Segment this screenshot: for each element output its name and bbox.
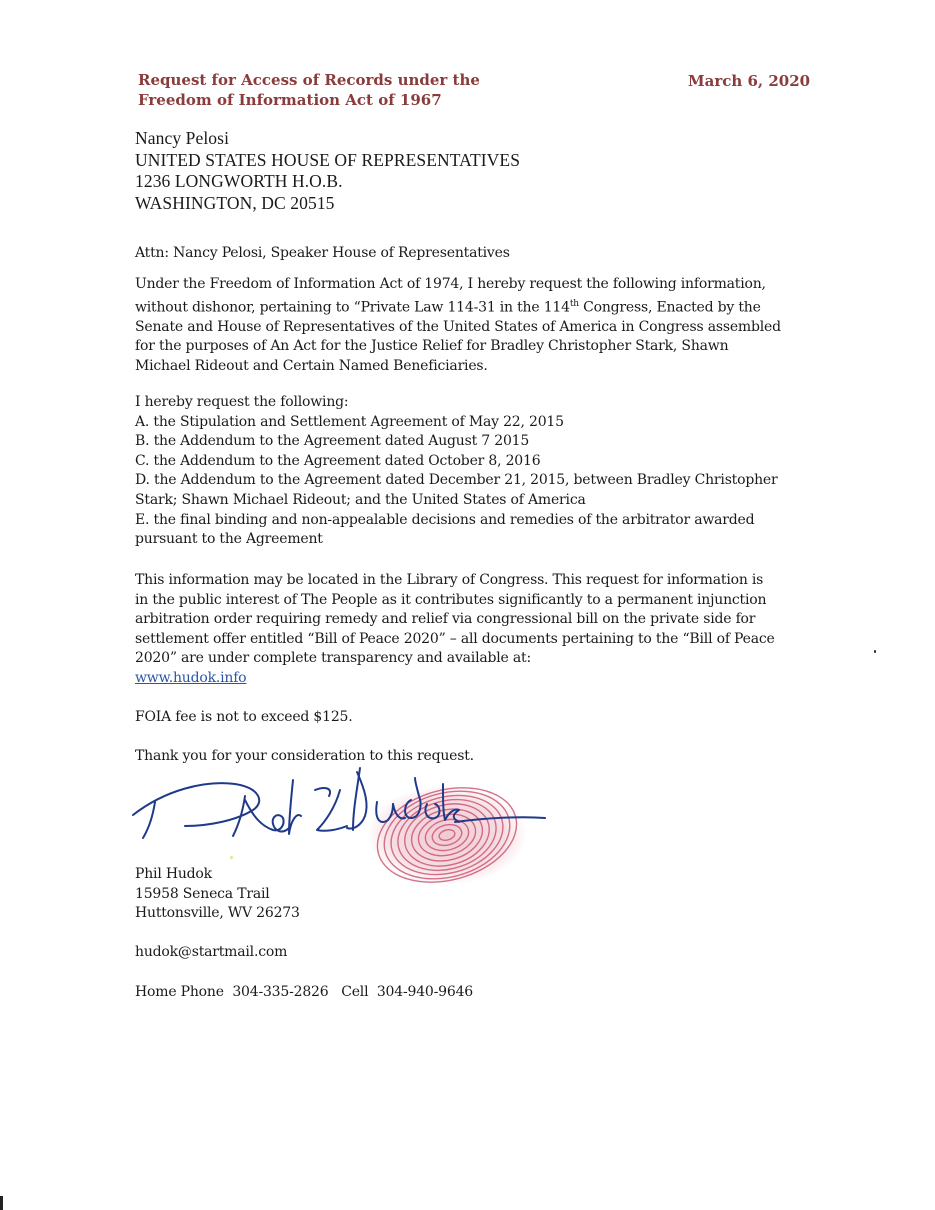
paragraph-line: Under the Freedom of Information Act of 1974, I hereby request the following information, (135, 276, 766, 292)
request-list (135, 393, 778, 550)
letter-date: March 6, 2020 (688, 72, 811, 90)
request-item: pursuant to the Agreement (135, 531, 323, 548)
paragraph-line: settlement offer entitled “Bill of Peace 2020” – all documents pertaining to the “Bill of Peace (135, 630, 775, 647)
paragraph-line (135, 295, 781, 318)
request-paragraph (135, 275, 781, 377)
request-item: Stark; Shawn Michael Rideout; and the United States of America (135, 491, 586, 508)
sender-phone: Home Phone 304-335-2826 Cell 304-940-9646 (135, 984, 473, 1000)
sender-email: hudok@startmail.com (135, 944, 288, 960)
closing-line: Thank you for your consideration to this request. (135, 748, 474, 764)
letter-title (138, 70, 498, 110)
recipient-organization: UNITED STATES HOUSE OF REPRESENTATIVES (135, 149, 521, 170)
recipient-city: WASHINGTON, DC 20515 (135, 192, 335, 213)
request-intro: I hereby request the following: (135, 394, 349, 410)
recipient-street: 1236 LONGWORTH H.O.B. (135, 171, 343, 191)
paragraph-text: without dishonor, pertaining to “Private Law 114-31 in the 114 (135, 299, 570, 316)
superscript-ordinal: th (569, 298, 579, 309)
attention-line: Attn: Nancy Pelosi, Speaker House of Representatives (135, 245, 510, 261)
website-link[interactable]: www.hudok.info (135, 669, 247, 686)
recipient-address (135, 128, 520, 214)
paragraph-line: Senate and House of Representatives of the United States of America in Congress assembled (135, 318, 781, 335)
paragraph-line: arbitration order requiring remedy and relief via congressional bill on the private side for (135, 611, 756, 628)
paragraph-line: 2020” are under complete transparency and available at: (135, 650, 531, 667)
fee-limit: FOIA fee is not to exceed $125. (135, 709, 353, 725)
paragraph-text: Congress, Enacted by the (578, 299, 761, 316)
sender-street: 15958 Seneca Trail (135, 885, 270, 902)
request-item: C. the Addendum to the Agreement dated October 8, 2016 (135, 452, 541, 469)
letter-title-line2: Freedom of Information Act of 1967 (138, 91, 442, 109)
paragraph-line: in the public interest of The People as it contributes significantly to a permanent injunction (135, 591, 767, 608)
sender-address (135, 865, 300, 924)
request-item: A. the Stipulation and Settlement Agreement of May 22, 2015 (135, 413, 564, 430)
paragraph-line: Michael Rideout and Certain Named Beneficiaries. (135, 358, 488, 375)
request-item: E. the final binding and non-appealable decisions and remedies of the arbitrator awarded (135, 511, 755, 528)
request-item: B. the Addendum to the Agreement dated August 7 2015 (135, 433, 530, 450)
paragraph-line: This information may be located in the Library of Congress. This request for information is (135, 572, 764, 588)
sender-name: Phil Hudok (135, 866, 212, 882)
scan-speck (230, 856, 233, 859)
request-item: D. the Addendum to the Agreement dated December 21, 2015, between Bradley Christopher (135, 472, 778, 489)
public-interest-paragraph (135, 571, 775, 689)
letter-title-line1: Request for Access of Records under the (138, 71, 480, 89)
recipient-name: Nancy Pelosi (135, 128, 230, 148)
scan-speck (874, 650, 876, 653)
paragraph-line: for the purposes of An Act for the Justice Relief for Bradley Christopher Stark, Shawn (135, 338, 729, 355)
scan-edge-mark (0, 1196, 3, 1210)
sender-city: Huttonsville, WV 26273 (135, 905, 300, 922)
